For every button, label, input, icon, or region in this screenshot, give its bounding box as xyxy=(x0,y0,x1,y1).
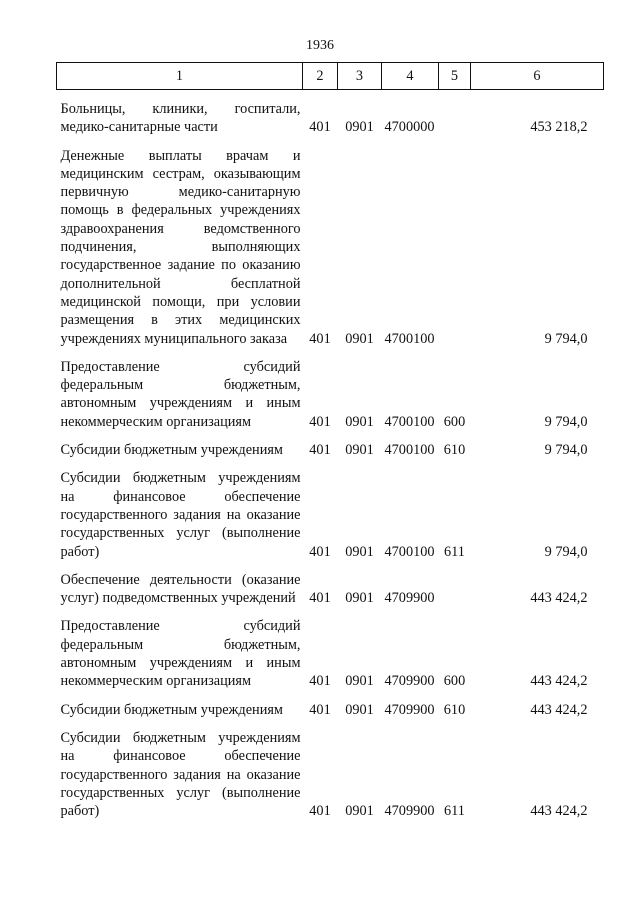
table-row xyxy=(57,571,604,608)
row-amount: 9 794,0 xyxy=(544,442,588,459)
table-header xyxy=(57,63,604,90)
row-spacer xyxy=(57,691,604,701)
header-col-1: 1 xyxy=(57,63,303,90)
row-name: Субсидии бюджетным учреждениям xyxy=(60,442,283,459)
table-body xyxy=(57,90,604,821)
header-col-5: 5 xyxy=(439,63,471,90)
row-col-2: 401 xyxy=(309,803,331,820)
row-spacer-cell xyxy=(57,561,604,571)
row-name: Субсидии бюджетным учреждениям на финансовое обеспечение государственного задания на оказание государственных услуг (выполнение работ) xyxy=(60,470,301,560)
row-col-4: 4700100 xyxy=(384,413,435,430)
row-spacer-cell xyxy=(57,348,604,358)
header-col-3: 3 xyxy=(338,63,382,90)
row-name: Субсидии бюджетным учреждениям на финансовое обеспечение государственного задания на оказание государственных услуг (выполнение работ) xyxy=(60,729,301,820)
table-row xyxy=(57,147,604,348)
row-col-2: 401 xyxy=(309,119,331,136)
row-col-4: 4700100 xyxy=(384,330,435,347)
row-col-3: 0901 xyxy=(345,330,374,347)
page-number: 1936 xyxy=(306,38,334,53)
row-name: Денежные выплаты врачам и медицинским сестрам, оказывающим первичную медико-санитарную помощь в федеральных учреждениях здравоохранения ведомственного подчинения, выполняющих государственное задание по оказанию дополнительной бесплатной медицинской помощи, при условии размещения в этих медицинских учреждениях муниципального заказа xyxy=(60,147,301,347)
row-spacer-cell xyxy=(57,719,604,729)
row-col-3: 0901 xyxy=(345,701,374,718)
row-spacer-cell xyxy=(57,607,604,617)
row-name: Предоставление субсидий федеральным бюджетным, автономным учреждениям и иным некоммерческим организациям xyxy=(60,358,301,430)
budget-table xyxy=(56,62,604,820)
row-col-4: 4709900 xyxy=(384,590,435,607)
table-row xyxy=(57,358,604,431)
table-row xyxy=(57,701,604,719)
row-col-3: 0901 xyxy=(345,543,374,560)
row-spacer-cell xyxy=(57,459,604,469)
header-col-2: 2 xyxy=(303,63,338,90)
row-col-5: 600 xyxy=(443,673,466,690)
row-spacer-cell xyxy=(57,431,604,441)
row-spacer xyxy=(57,561,604,571)
row-col-3: 0901 xyxy=(345,590,374,607)
row-col-3: 0901 xyxy=(345,119,374,136)
header-col-6: 6 xyxy=(471,63,604,90)
table-row xyxy=(57,469,604,560)
row-col-5: 600 xyxy=(443,413,466,430)
row-col-2: 401 xyxy=(309,413,331,430)
row-col-5 xyxy=(439,100,471,137)
row-amount: 443 424,2 xyxy=(530,701,588,718)
row-spacer-cell xyxy=(57,137,604,147)
row-col-5 xyxy=(439,147,471,348)
row-col-3: 0901 xyxy=(345,673,374,690)
row-col-2: 401 xyxy=(309,330,331,347)
row-col-2: 401 xyxy=(309,442,331,459)
table-row xyxy=(57,441,604,459)
row-spacer xyxy=(57,431,604,441)
row-spacer-cell xyxy=(57,691,604,701)
table-row xyxy=(57,729,604,820)
row-col-4: 4709900 xyxy=(384,803,435,820)
row-col-3: 0901 xyxy=(345,442,374,459)
row-col-4: 4709900 xyxy=(384,673,435,690)
row-spacer xyxy=(57,719,604,729)
row-col-2: 401 xyxy=(309,701,331,718)
row-col-3: 0901 xyxy=(345,413,374,430)
row-amount: 443 424,2 xyxy=(530,590,588,607)
row-amount: 453 218,2 xyxy=(530,119,588,136)
header-row xyxy=(57,63,604,90)
row-name: Обеспечение деятельности (оказание услуг) подведомственных учреждений xyxy=(60,571,301,607)
row-spacer xyxy=(57,348,604,358)
row-col-2: 401 xyxy=(309,673,331,690)
row-spacer-cell xyxy=(57,90,604,101)
row-col-4: 4709900 xyxy=(384,701,435,718)
row-col-5: 610 xyxy=(443,442,466,459)
row-amount: 9 794,0 xyxy=(544,543,588,560)
row-col-2: 401 xyxy=(309,543,331,560)
row-name: Предоставление субсидий федеральным бюджетным, автономным учреждениям и иным некоммерческим организациям xyxy=(60,618,301,690)
row-col-5: 610 xyxy=(443,701,466,718)
row-col-5 xyxy=(439,571,471,608)
row-name: Больницы, клиники, госпитали, медико-санитарные части xyxy=(60,101,301,136)
row-col-5: 611 xyxy=(444,543,465,560)
header-col-4: 4 xyxy=(382,63,439,90)
row-col-4: 4700100 xyxy=(384,543,435,560)
row-col-2: 401 xyxy=(309,590,331,607)
row-col-3: 0901 xyxy=(345,803,374,820)
row-spacer xyxy=(57,90,604,101)
row-spacer xyxy=(57,459,604,469)
row-name: Субсидии бюджетным учреждениям xyxy=(60,701,283,718)
row-col-4: 4700100 xyxy=(384,442,435,459)
row-amount: 9 794,0 xyxy=(544,330,588,347)
row-col-4: 4700000 xyxy=(384,119,435,136)
row-amount: 443 424,2 xyxy=(530,803,588,820)
table-row xyxy=(57,617,604,690)
row-spacer xyxy=(57,607,604,617)
row-amount: 9 794,0 xyxy=(544,413,588,430)
row-amount: 443 424,2 xyxy=(530,673,588,690)
row-col-5: 611 xyxy=(444,803,465,820)
row-spacer xyxy=(57,137,604,147)
table-row xyxy=(57,100,604,137)
